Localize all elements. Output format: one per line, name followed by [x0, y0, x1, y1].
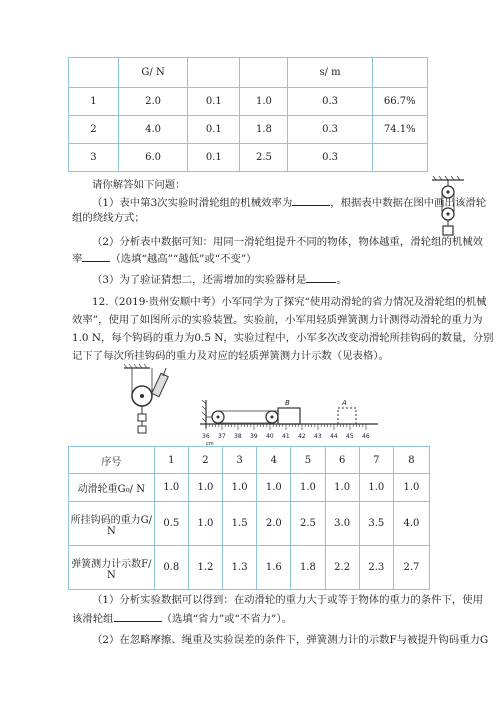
label-a: A [342, 399, 347, 407]
table-cell: 1.0 [393, 474, 429, 502]
row-label: 所挂钩码的重力G/ [70, 514, 153, 526]
ruler-labels [202, 433, 370, 440]
question-3 [92, 272, 347, 287]
question-2-text: 率 [72, 253, 83, 265]
answer-1-text: 该滑轮组 [72, 613, 114, 625]
table-cell: 2.5 [291, 502, 325, 546]
ruler-label: 37 [218, 433, 226, 440]
question-2-text: （选填“越高”“越低”或“不变”） [110, 253, 257, 265]
table-cell: 3.0 [325, 502, 359, 546]
question-1-text: ，根据表中数据在图中画出该滑轮 [330, 197, 487, 209]
ruler-label: 42 [298, 433, 306, 440]
table-cell: 动滑轮重G₀/ N [69, 474, 155, 502]
row-label: 弹簧测力计示数F/ [71, 558, 152, 570]
question-1 [92, 195, 486, 210]
table-cell: 4 [257, 447, 291, 474]
answer-blank[interactable] [114, 611, 162, 622]
table-cell: 0.1 [188, 116, 240, 144]
table-cell: 1.8 [291, 546, 325, 590]
table-cell: 8 [393, 447, 429, 474]
intro-text: 请你解答如下问题： [92, 179, 186, 191]
table-cell: s/ m [288, 58, 372, 88]
ruler-label: 36 [202, 433, 210, 440]
table-cell: 0.3 [288, 88, 372, 116]
table-row [69, 474, 430, 502]
table-cell: 1.2 [188, 546, 222, 590]
ruler-label: 43 [314, 433, 322, 440]
table-row [69, 116, 428, 144]
table-cell: 1 [69, 88, 119, 116]
table-cell: 0.5 [154, 502, 188, 546]
table-cell: 序号 [69, 447, 155, 474]
table-cell [69, 546, 155, 590]
table-cell [69, 502, 155, 546]
answer-blank[interactable] [292, 195, 330, 206]
answer-1-line1: （1）分析实验数据可以得到：在动滑轮的重力大于或等于物体的重力的条件下，使用 [92, 594, 484, 606]
row-label: N [106, 569, 116, 581]
answer-1-line2 [72, 611, 292, 626]
question-3-text: （3）为了验证猜想二，还需增加的实验器材是 [92, 274, 307, 286]
table-cell: 0.1 [188, 88, 240, 116]
table-cell: 7 [359, 447, 393, 474]
ruler-label: 38 [234, 433, 242, 440]
table-cell: 6 [325, 447, 359, 474]
table-cell: 74.1% [372, 116, 427, 144]
table-cell: 1.6 [257, 546, 291, 590]
table-cell: 2.5 [240, 144, 288, 172]
question-2-line1: （2）分析表中数据可知：用同一滑轮组提升不同的物体，物体越重，滑轮组的机械效 [92, 236, 484, 248]
table-cell: 3.5 [359, 502, 393, 546]
problem-12-line4: 记下了每次所挂钩码的重力及对应的轻质弹簧测力计示数（见表格）。 [72, 350, 389, 362]
table-cell: 1.0 [154, 474, 188, 502]
ruler-label: 46 [362, 433, 370, 440]
answer-1-text: （选填“省力”或“不省力”）。 [161, 613, 292, 625]
ruler-label: 39 [250, 433, 258, 440]
table-cell: 0.3 [288, 116, 372, 144]
ruler-label: 45 [346, 433, 354, 440]
table-row [69, 502, 430, 546]
table-cell: 6.0 [118, 144, 188, 172]
answer-2-line1: （2）在忽略摩擦、绳重及实验误差的条件下，弹簧测力计的示数F与被提升钩码重力G [92, 634, 489, 646]
table-cell: 4.0 [393, 502, 429, 546]
row-label: N [106, 525, 116, 537]
table-cell: 2.3 [359, 546, 393, 590]
table-cell: 1.0 [223, 474, 257, 502]
table-cell: 0.3 [288, 144, 372, 172]
table-cell [240, 58, 288, 88]
table-cell: 2 [69, 116, 119, 144]
experiment-figure [120, 364, 380, 446]
table-cell: G/ N [118, 58, 188, 88]
table-cell: 1.0 [257, 474, 291, 502]
table-cell [188, 58, 240, 88]
answer-blank[interactable] [82, 251, 110, 262]
table-cell [372, 144, 427, 172]
table-cell [69, 58, 119, 88]
table-header-row [69, 447, 430, 474]
question-2-line2 [72, 251, 257, 266]
question-3-text: 。 [336, 274, 347, 286]
ruler-label: 40 [266, 433, 274, 440]
ruler-label: 44 [330, 433, 338, 440]
ruler-label: 41 [282, 433, 290, 440]
table-header-row [69, 58, 428, 88]
table-cell: 3 [69, 144, 119, 172]
table-cell: 1 [154, 447, 188, 474]
data-table-2 [68, 446, 430, 590]
problem-12-line1: 12.（2019·贵州安顺中考）小军同学为了探究“使用动滑轮的省力情况及滑轮组的机械 [92, 296, 487, 308]
table-cell: 1.3 [223, 546, 257, 590]
table-row [69, 546, 430, 590]
table-row [69, 144, 428, 172]
table-cell: 2.0 [118, 88, 188, 116]
table-row [69, 88, 428, 116]
table-cell: 1.0 [240, 88, 288, 116]
ruler-unit: cm [206, 441, 214, 446]
table-cell: 1.0 [325, 474, 359, 502]
table-cell: 1.5 [223, 502, 257, 546]
question-1-text: （1）表中第3次实验时滑轮组的机械效率为 [92, 197, 293, 209]
problem-12-line3: 1.0 N，每个钩码的重力为0.5 N，实验过程中，小军多次改变动滑轮所挂钩码的数量，分别 [72, 332, 494, 344]
table-cell: 5 [291, 447, 325, 474]
problem-12-line2: 效率”，使用了如图所示的实验装置。实验前，小军用轻质弹簧测力计测得动滑轮的重力为 [72, 314, 483, 326]
table-cell: 2.7 [393, 546, 429, 590]
table-cell: 66.7% [372, 88, 427, 116]
label-b: B [285, 399, 290, 407]
table-cell: 2 [188, 447, 222, 474]
table-cell: 1.0 [188, 474, 222, 502]
table-cell: 4.0 [118, 116, 188, 144]
table-cell: 1.0 [291, 474, 325, 502]
table-cell: 3 [223, 447, 257, 474]
table-cell: 1.8 [240, 116, 288, 144]
table-cell: 2.2 [325, 546, 359, 590]
table-cell [372, 58, 427, 88]
ruler-ticks [206, 424, 366, 430]
table-cell: 1.0 [359, 474, 393, 502]
question-1-line2: 组的绕线方式； [72, 212, 145, 224]
data-table-1 [68, 57, 428, 172]
table-cell: 1.0 [188, 502, 222, 546]
answer-blank[interactable] [306, 272, 336, 283]
table-cell: 2.0 [257, 502, 291, 546]
table-cell: 0.8 [154, 546, 188, 590]
table-cell: 0.1 [188, 144, 240, 172]
